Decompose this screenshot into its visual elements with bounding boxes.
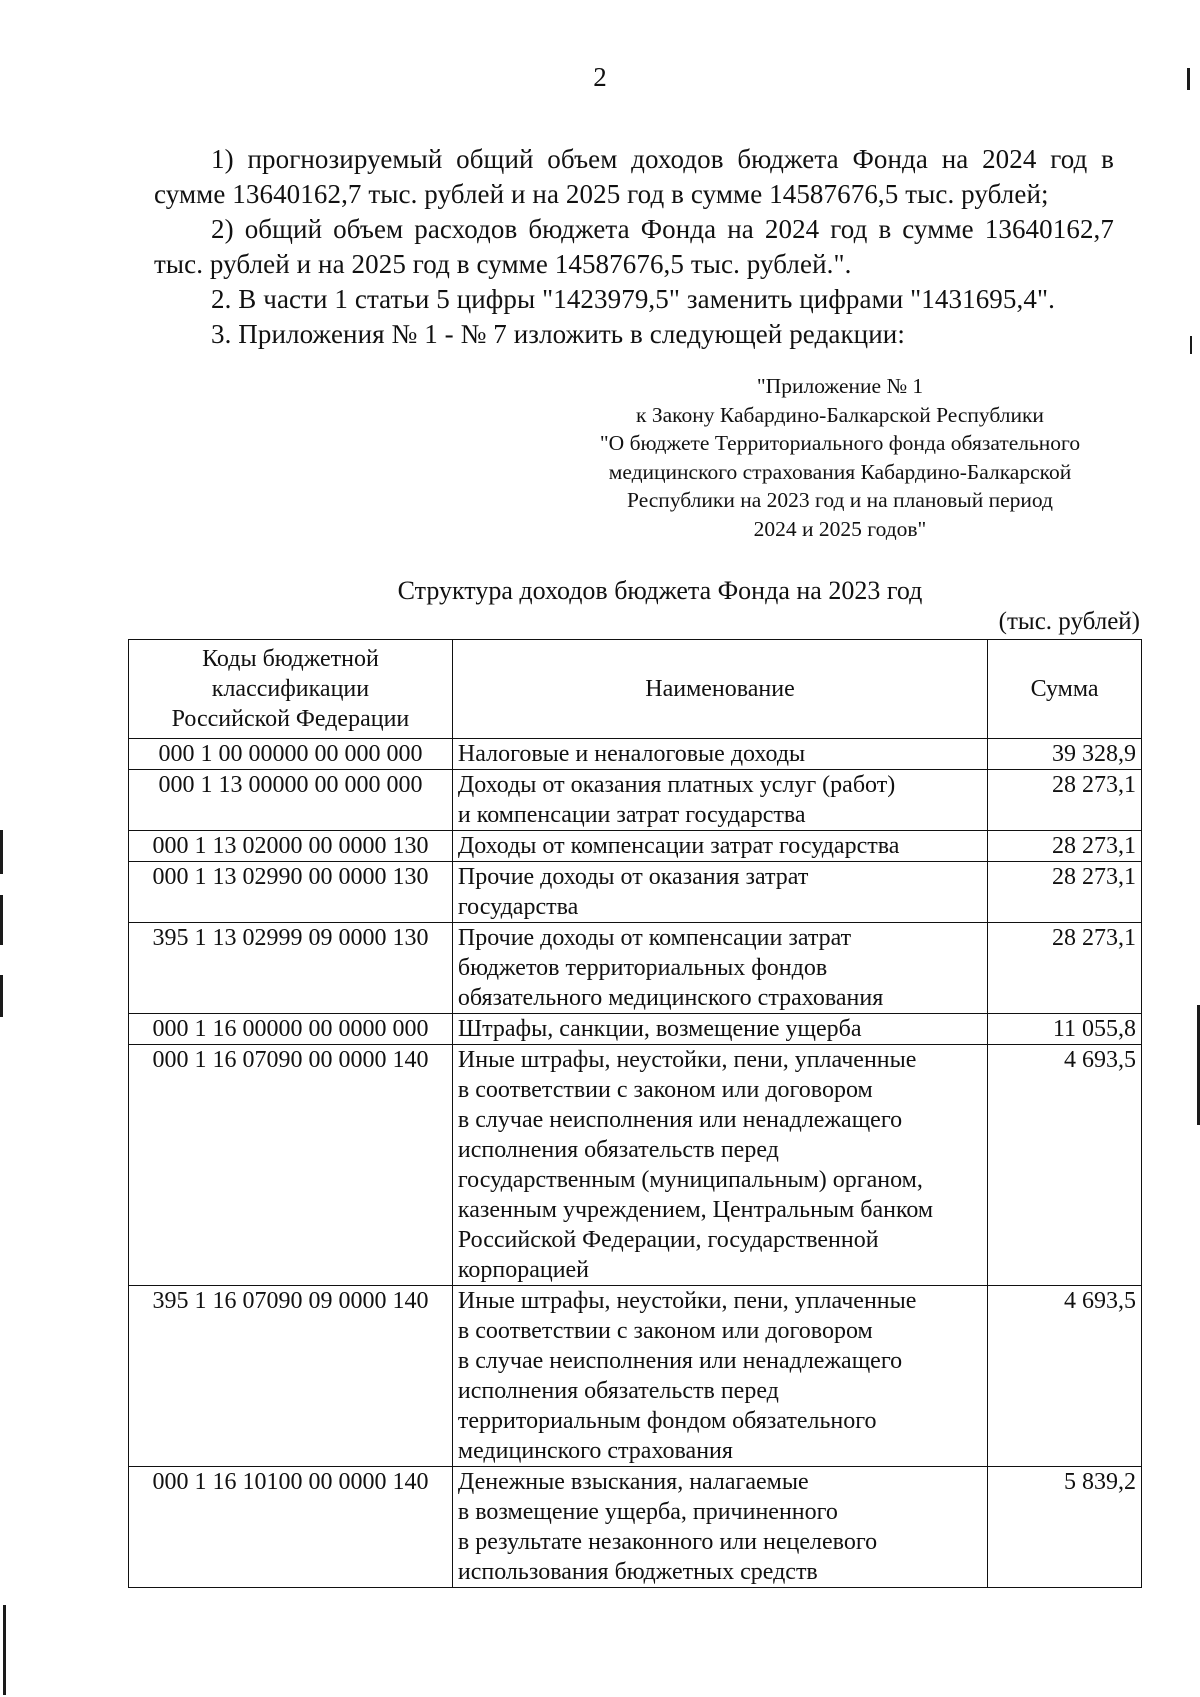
item-name-cell bbox=[452, 862, 987, 923]
budget-code-cell: 000 1 13 02000 00 0000 130 bbox=[129, 831, 453, 862]
item-name-line: бюджетов территориальных фондов bbox=[457, 955, 828, 981]
table-row bbox=[129, 831, 1142, 862]
amount-cell: 28 273,1 bbox=[988, 831, 1142, 862]
scan-edge-mark bbox=[0, 830, 3, 874]
budget-code-cell: 395 1 16 07090 09 0000 140 bbox=[129, 1286, 453, 1467]
item-name-line: использования бюджетных средств bbox=[457, 1559, 818, 1585]
table-body bbox=[129, 739, 1142, 1588]
appendix-header bbox=[560, 372, 1120, 543]
item-name-line: территориальным фондом обязательного bbox=[457, 1408, 877, 1434]
budget-code-cell: 000 1 16 10100 00 0000 140 bbox=[129, 1467, 453, 1588]
amount-cell: 4 693,5 bbox=[988, 1286, 1142, 1467]
item-name-line: Иные штрафы, неустойки, пени, уплаченные bbox=[457, 1288, 917, 1314]
amount-cell: 28 273,1 bbox=[988, 770, 1142, 831]
paragraph: 1) прогнозируемый общий объем доходов бюджета Фонда на 2024 год в сумме 13640162,7 тыс. рублей и на 2025 год в сумме 14587676,5 тыс. рублей; bbox=[154, 144, 1114, 209]
units-label: (тыс. рублей) bbox=[998, 608, 1140, 635]
amount-cell: 4 693,5 bbox=[988, 1045, 1142, 1286]
item-name-line: Налоговые и неналоговые доходы bbox=[457, 741, 806, 767]
item-name-line: в результате незаконного или нецелевого bbox=[457, 1529, 878, 1555]
item-name-line: Прочие доходы от оказания затрат bbox=[457, 864, 809, 890]
item-name-line: обязательного медицинского страхования bbox=[457, 985, 884, 1011]
item-name-line: Российской Федерации, государственной bbox=[457, 1227, 879, 1253]
header-sum: Сумма bbox=[988, 640, 1142, 739]
item-name-line: государственным (муниципальным) органом, bbox=[457, 1167, 923, 1193]
item-name-cell bbox=[452, 1045, 987, 1286]
amount-cell: 39 328,9 bbox=[988, 739, 1142, 770]
table-row bbox=[129, 1014, 1142, 1045]
page-number: 2 bbox=[593, 62, 607, 92]
budget-code-cell: 000 1 16 00000 00 0000 000 bbox=[129, 1014, 453, 1045]
item-name-line: Доходы от оказания платных услуг (работ) bbox=[457, 772, 896, 798]
budget-code-cell: 000 1 13 02990 00 0000 130 bbox=[129, 862, 453, 923]
budget-code-cell: 000 1 16 07090 00 0000 140 bbox=[129, 1045, 453, 1286]
body-paragraphs bbox=[154, 142, 1114, 352]
item-name-line: исполнения обязательств перед bbox=[457, 1378, 779, 1404]
table-row bbox=[129, 1045, 1142, 1286]
appendix-line: медицинского страхования Кабардино-Балкарской bbox=[608, 459, 1072, 484]
item-name-cell bbox=[452, 1286, 987, 1467]
item-name-cell bbox=[452, 1014, 987, 1045]
scan-edge-mark bbox=[1190, 336, 1192, 354]
paragraph: 3. Приложения № 1 - № 7 изложить в следующей редакции: bbox=[211, 319, 905, 349]
item-name-line: казенным учреждением, Центральным банком bbox=[457, 1197, 934, 1223]
item-name-line: и компенсации затрат государства bbox=[457, 802, 806, 828]
table-row bbox=[129, 1467, 1142, 1588]
scan-edge-mark bbox=[3, 1605, 6, 1695]
item-name-line: в соответствии с законом или договором bbox=[457, 1077, 873, 1103]
item-name-cell bbox=[452, 770, 987, 831]
table-row bbox=[129, 862, 1142, 923]
item-name-cell bbox=[452, 1467, 987, 1588]
appendix-line: "О бюджете Территориального фонда обязательного bbox=[599, 431, 1081, 455]
budget-code-cell: 000 1 13 00000 00 000 000 bbox=[129, 770, 453, 831]
appendix-line: к Закону Кабардино-Балкарской Республики bbox=[636, 402, 1044, 427]
appendix-line: 2024 и 2025 годов" bbox=[753, 516, 927, 541]
table-header-row bbox=[129, 640, 1142, 739]
item-name-line: корпорацией bbox=[457, 1257, 590, 1283]
amount-cell: 28 273,1 bbox=[988, 923, 1142, 1014]
item-name-line: в возмещение ущерба, причиненного bbox=[457, 1499, 838, 1525]
item-name-cell bbox=[452, 831, 987, 862]
item-name-line: в случае неисполнения или ненадлежащего bbox=[457, 1348, 903, 1374]
item-name-cell bbox=[452, 739, 987, 770]
table-row bbox=[129, 770, 1142, 831]
item-name-line: в случае неисполнения или ненадлежащего bbox=[457, 1107, 903, 1133]
appendix-line: "Приложение № 1 bbox=[756, 374, 924, 398]
item-name-line: Штрафы, санкции, возмещение ущерба bbox=[457, 1016, 862, 1042]
table-title: Структура доходов бюджета Фонда на 2023 год bbox=[397, 576, 923, 605]
income-structure-table bbox=[128, 639, 1142, 1588]
item-name-line: исполнения обязательств перед bbox=[457, 1137, 779, 1163]
paragraph: 2. В части 1 статьи 5 цифры "1423979,5" заменить цифрами "1431695,4". bbox=[211, 284, 1055, 314]
table-row bbox=[129, 1286, 1142, 1467]
item-name-line: медицинского страхования bbox=[457, 1438, 733, 1464]
item-name-line: в соответствии с законом или договором bbox=[457, 1318, 873, 1344]
budget-code-cell: 395 1 13 02999 09 0000 130 bbox=[129, 923, 453, 1014]
table-row bbox=[129, 739, 1142, 770]
header-codes: Коды бюджетной классификации Российской Федерации bbox=[129, 640, 453, 739]
appendix-line: Республики на 2023 год и на плановый период bbox=[627, 488, 1053, 512]
item-name-line: государства bbox=[457, 894, 579, 920]
table-row bbox=[129, 923, 1142, 1014]
budget-code-cell: 000 1 00 00000 00 000 000 bbox=[129, 739, 453, 770]
item-name-cell bbox=[452, 923, 987, 1014]
amount-cell: 5 839,2 bbox=[988, 1467, 1142, 1588]
amount-cell: 28 273,1 bbox=[988, 862, 1142, 923]
scan-edge-mark bbox=[0, 975, 3, 1017]
item-name-line: Доходы от компенсации затрат государства bbox=[457, 833, 900, 859]
item-name-line: Иные штрафы, неустойки, пени, уплаченные bbox=[457, 1047, 917, 1073]
paragraph: 2) общий объем расходов бюджета Фонда на 2024 год в сумме 13640162,7 тыс. рублей и на 2025 год в сумме 14587676,5 тыс. рублей.". bbox=[154, 214, 1114, 279]
item-name-line: Прочие доходы от компенсации затрат bbox=[457, 925, 852, 951]
header-name: Наименование bbox=[452, 640, 987, 739]
scan-edge-mark bbox=[0, 895, 3, 945]
amount-cell: 11 055,8 bbox=[988, 1014, 1142, 1045]
item-name-line: Денежные взыскания, налагаемые bbox=[457, 1469, 809, 1495]
